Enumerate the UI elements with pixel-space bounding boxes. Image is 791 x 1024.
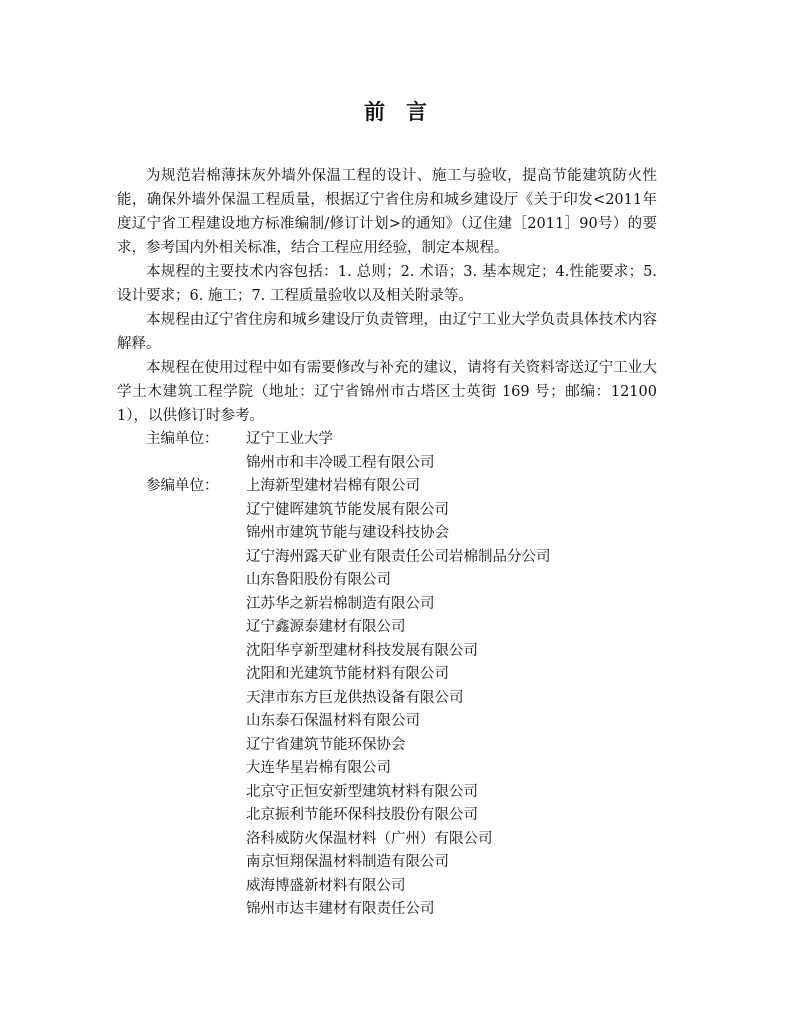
participant-unit-row [117,593,657,617]
participant-unit: 上海新型建材岩棉有限公司 [246,478,420,494]
participant-unit: 洛科威防火保温材料（广州）有限公司 [246,830,493,847]
participant-unit: 锦州市达丰建材有限责任公司 [246,901,435,917]
participant-unit-row [117,828,657,852]
participant-unit: 辽宁健晖建筑节能发展有限公司 [246,501,449,518]
participant-unit: 辽宁鑫源泰建材有限公司 [246,619,406,635]
participant-unit-row [117,898,657,922]
participant-unit: 锦州市建筑节能与建设科技协会 [246,525,449,541]
participant-unit: 威海博盛新材料有限公司 [246,877,406,894]
participant-unit: 天津市东方巨龙供热设备有限公司 [246,689,464,706]
participant-unit-row [117,475,657,499]
participant-unit: 大连华星岩棉有限公司 [246,760,391,776]
participant-unit-row [117,804,657,828]
paragraph-contents: 本规程的主要技术内容包括：1. 总则；2. 术语；3. 基本规定；4.性能要求；5. 设计要求；6. 施工；7. 工程质量验收以及相关附录等。 [117,264,657,304]
document-body [117,164,657,922]
participant-unit: 山东泰石保温材料有限公司 [246,713,420,729]
page-title: 前 言 [364,99,427,124]
participant-unit-row [117,522,657,546]
participant-unit-row [117,710,657,734]
participant-unit-row [117,499,657,523]
paragraph-feedback: 本规程在使用过程中如有需要修改与补充的建议，请将有关资料寄送辽宁工业大学土木建筑工程学院（地址：辽宁省锦州市古塔区士英街 169 号；邮编：121001），以供修订时参考。 [117,360,657,424]
participant-unit-row [117,734,657,758]
participant-unit-row [117,640,657,664]
paragraph-management: 本规程由辽宁省住房和城乡建设厅负责管理，由辽宁工业大学负责具体技术内容解释。 [117,312,657,352]
participant-unit: 山东鲁阳股份有限公司 [246,572,391,588]
participant-unit: 北京守正恒安新型建筑材料有限公司 [246,783,478,800]
participant-unit-row [117,781,657,805]
participant-unit: 沈阳和光建筑节能材料有限公司 [246,666,449,682]
participant-unit-row [117,546,657,570]
chief-units-label: 主编单位： [146,431,219,447]
participant-unit: 南京恒翔保温材料制造有限公司 [246,854,449,870]
participant-unit: 辽宁省建筑节能环保协会 [246,736,406,753]
participant-unit-row [117,851,657,875]
editing-units [117,428,657,922]
participant-unit-row [117,663,657,687]
participant-unit-row [117,757,657,781]
chief-unit: 锦州市和丰冷暖工程有限公司 [246,454,435,471]
participant-unit-row [117,875,657,899]
participant-unit: 北京振利节能环保科技股份有限公司 [246,807,478,823]
participant-unit: 辽宁海州露天矿业有限责任公司岩棉制品分公司 [246,548,551,565]
participant-unit: 沈阳华亨新型建材科技发展有限公司 [246,642,478,659]
chief-unit-row [117,452,657,476]
participant-unit-row [117,687,657,711]
participant-unit-row [117,616,657,640]
chief-unit: 辽宁工业大学 [246,431,333,447]
participant-units-label: 参编单位： [146,478,219,494]
chief-unit-row [117,428,657,452]
participant-unit: 江苏华之新岩棉制造有限公司 [246,595,435,612]
participant-unit-row [117,569,657,593]
paragraph-purpose: 为规范岩棉薄抹灰外墙外保温工程的设计、施工与验收，提高节能建筑防火性能，确保外墙外保温工程质量，根据辽宁省住房和城乡建设厅《关于印发<2011年度辽宁省工程建设地方标准编制/修订计划>的通知》（辽住建［2011］90号）的要求，参考国内外相关标准，结合工程应用经验，制定本规程。 [117,168,657,256]
